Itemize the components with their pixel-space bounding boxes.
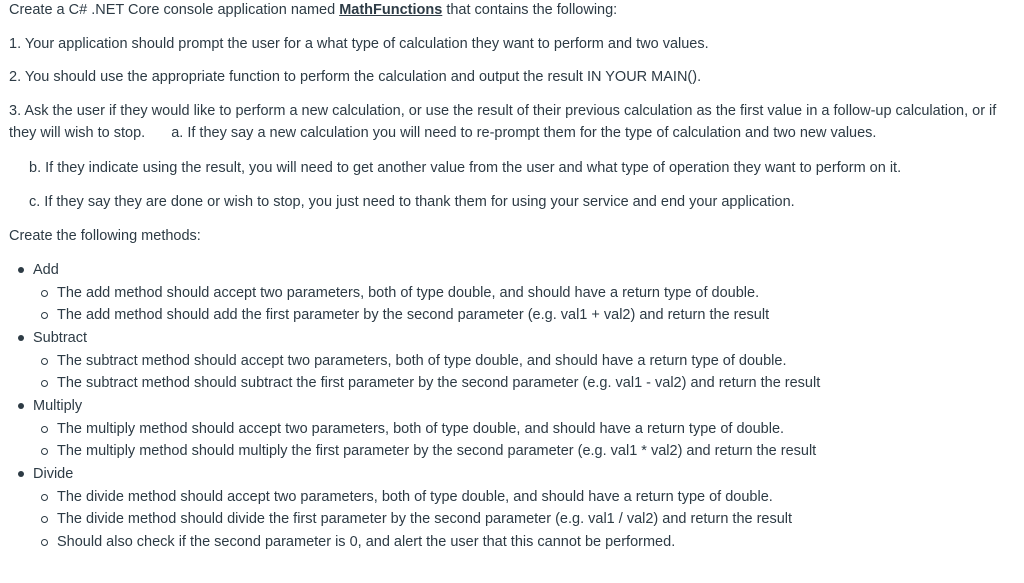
step-3: [9, 100, 1014, 144]
step-1: 1. Your application should prompt the user for a what type of calculation they want to perform and two values.: [9, 36, 709, 52]
step-3c: c. If they say they are done or wish to stop, you just need to thank them for using your service and end your application.: [29, 194, 795, 210]
method-multiply: Multiply: [33, 398, 83, 414]
step-2: 2. You should use the appropriate function to perform the calculation and output the result IN YOUR MAIN().: [9, 69, 702, 85]
step-3a: a. If they say a new calculation you will need to re-prompt them for the type of calculation and two new values.: [171, 125, 877, 141]
step-3-main: 3. Ask the user if they would like to perform a new calculation, or use the result of their previous calculation as the first value in a follow-up calculation, or if they will wish to stop.: [9, 103, 997, 141]
method-add-detail-2: The add method should add the first parameter by the second parameter (e.g. val1 + val2) and return the result: [57, 307, 770, 323]
intro-prefix: Create a C# .NET Core console application named: [9, 2, 340, 18]
app-name: MathFunctions: [339, 2, 443, 18]
method-add-detail-1: The add method should accept two parameters, both of type double, and should have a return type of double.: [57, 285, 760, 301]
method-subtract-detail-2: The subtract method should subtract the first parameter by the second parameter (e.g. val1 - val2) and return the result: [57, 375, 821, 391]
method-divide: Divide: [33, 466, 74, 482]
method-add: Add: [33, 262, 59, 278]
intro-suffix: that contains the following:: [442, 2, 618, 18]
method-multiply-detail-1: The multiply method should accept two parameters, both of type double, and should have a return type of double.: [57, 421, 785, 437]
method-divide-detail-2: The divide method should divide the first parameter by the second parameter (e.g. val1 / val2) and return the result: [57, 511, 793, 527]
method-multiply-detail-2: The multiply method should multiply the first parameter by the second parameter (e.g. val1 * val2) and return the result: [57, 443, 817, 459]
methods-heading: Create the following methods:: [9, 228, 201, 244]
step-3b: b. If they indicate using the result, you will need to get another value from the user and what type of operation they want to perform on it.: [29, 160, 902, 176]
method-divide-detail-3: Should also check if the second parameter is 0, and alert the user that this cannot be performed.: [57, 534, 676, 550]
method-divide-detail-1: The divide method should accept two parameters, both of type double, and should have a return type of double.: [57, 489, 773, 505]
method-subtract-detail-1: The subtract method should accept two parameters, both of type double, and should have a return type of double.: [57, 353, 787, 369]
intro-paragraph: [9, 0, 617, 20]
method-subtract: Subtract: [33, 330, 87, 346]
